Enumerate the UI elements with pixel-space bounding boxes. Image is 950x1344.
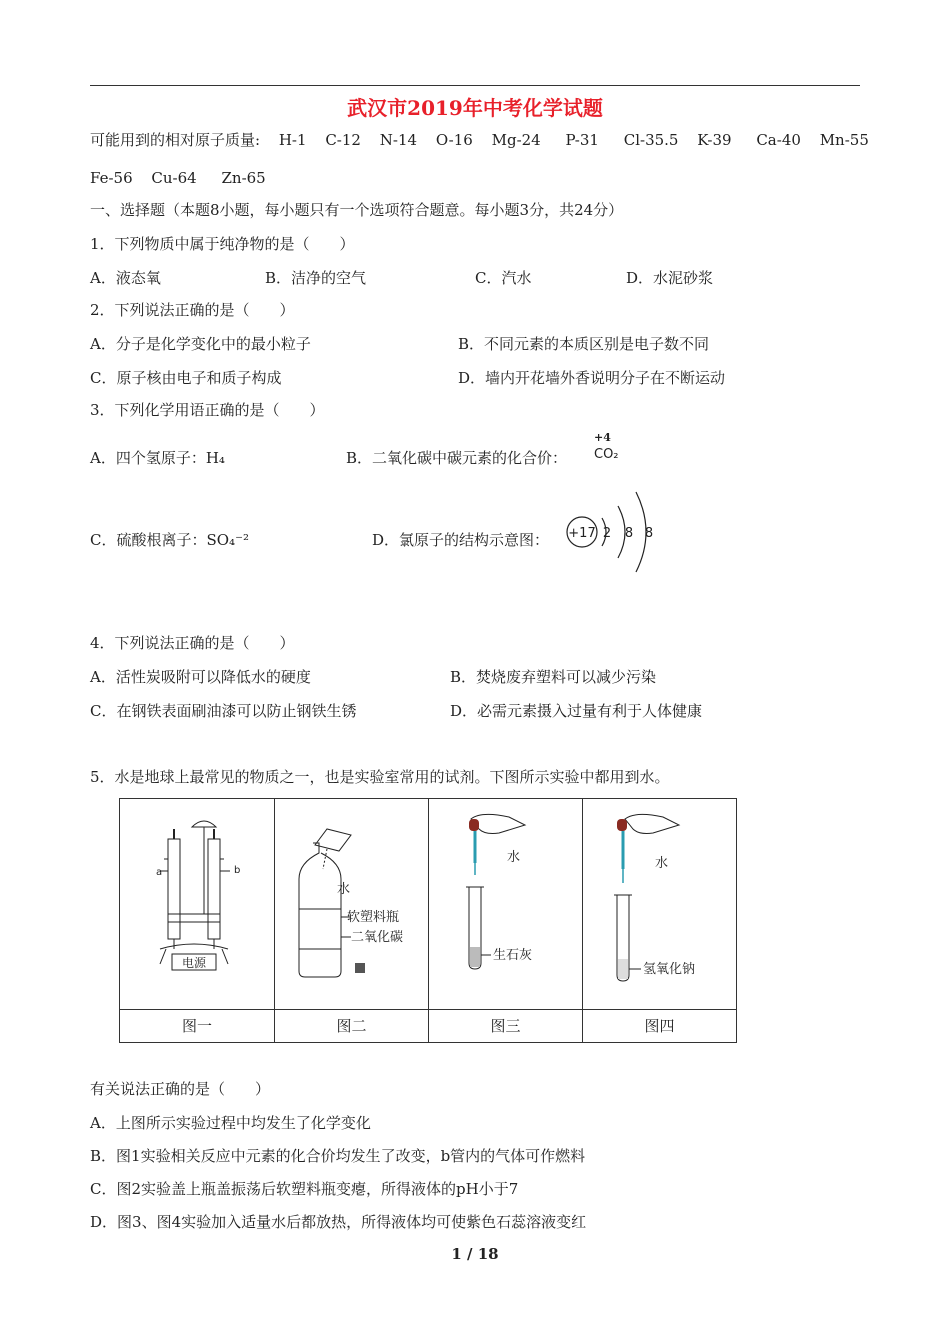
shell-2-electrons: 8 [624, 526, 634, 541]
q4-option-b: B．焚烧废弃塑料可以减少污染 [450, 668, 657, 686]
q1-option-a: A．液态氧 [90, 269, 161, 287]
q1-option-b: B．洁净的空气 [265, 269, 367, 287]
water-label: 水 [507, 850, 521, 865]
bottle-cap [355, 963, 365, 973]
caption-figure-4: 图四 [644, 1017, 675, 1035]
page-title: 武汉市2019年中考化学试题 [347, 96, 603, 120]
q5-option-b: B．图1实验相关反应中元素的化合价均发生了改变，b管内的气体可作燃料 [90, 1147, 586, 1165]
tube-a-label: a [156, 867, 163, 878]
co2-label: 二氧化碳 [351, 930, 404, 945]
question-4-stem: 4．下列说法正确的是（ ） [90, 634, 295, 652]
figure-4-cell [583, 799, 736, 1009]
question-5-sub-stem: 有关说法正确的是（ ） [90, 1080, 271, 1098]
q3-option-b: B．二氧化碳中碳元素的化合价： [346, 449, 568, 467]
q2-option-c: C．原子核由电子和质子构成 [90, 369, 282, 387]
experiment-figure-table [119, 798, 737, 1043]
section-heading: 一、选择题（本题8小题，每小题只有一个选项符合题意。每小题3分，共24分） [90, 201, 624, 219]
quicklime-label: 生石灰 [493, 948, 533, 963]
chlorine-atom-diagram [560, 488, 670, 576]
power-supply-label: 电源 [181, 956, 207, 970]
co2-valence: +4 [594, 431, 611, 444]
question-1-stem: 1．下列物质中属于纯净物的是（ ） [90, 235, 355, 253]
atomic-mass-line-2: Fe-56 Cu-64 Zn-65 [90, 169, 266, 187]
nucleus-charge: +17 [568, 526, 596, 541]
caption-figure-3: 图三 [429, 1010, 583, 1043]
quicklime-test-tube [429, 799, 582, 1007]
atomic-mass-label: 可能用到的相对原子质量: [90, 131, 261, 149]
q2-option-b: B．不同元素的本质区别是电子数不同 [458, 335, 710, 353]
q5-option-d: D．图3、图4实验加入适量水后都放热，所得液体均可使紫色石蕊溶液变红 [90, 1213, 587, 1231]
q1-option-c: C．汽水 [475, 269, 532, 287]
naoh-label: 氢氧化钠 [643, 962, 696, 977]
header-rule [90, 85, 860, 86]
figure-caption-row [120, 1009, 736, 1043]
question-2-stem: 2．下列说法正确的是（ ） [90, 301, 295, 319]
q3-option-a: A．四个氢原子：H₄ [90, 449, 225, 467]
q2-option-a: A．分子是化学变化中的最小粒子 [90, 335, 311, 353]
figure-2-cell [275, 799, 429, 1009]
q3-option-c: C．硫酸根离子：SO₄⁻² [90, 531, 249, 549]
shell-1-electrons: 2 [602, 526, 612, 541]
q4-option-c: C．在钢铁表面刷油漆可以防止钢铁生锈 [90, 702, 357, 720]
q5-option-c: C．图2实验盖上瓶盖振荡后软塑料瓶变瘪，所得液体的pH小于7 [90, 1180, 519, 1198]
atomic-mass-line-1: 可能用到的相对原子质量: H-1 C-12 N-14 O-16 Mg-24 P-31 Cl-35.5 K-39 Ca-40 Mn-55 [90, 131, 869, 149]
water-label: 水 [655, 856, 669, 871]
caption-figure-2: 图二 [275, 1010, 429, 1043]
q5-option-a: A．上图所示实验过程中均发生了化学变化 [90, 1114, 371, 1132]
caption-figure-1: 图一 [120, 1010, 275, 1043]
electrolysis-apparatus [120, 799, 274, 1007]
co2-formula: CO₂ [594, 447, 619, 462]
q3-option-d: D．氯原子的结构示意图： [372, 531, 550, 549]
q2-option-d: D．墙内开花墙外香说明分子在不断运动 [458, 369, 726, 387]
q1-option-d: D．水泥砂浆 [626, 269, 714, 287]
q4-option-d: D．必需元素摄入过量有利于人体健康 [450, 702, 703, 720]
figure-3-cell [429, 799, 583, 1009]
figure-1-cell [120, 799, 275, 1009]
water-label: 水 [337, 882, 351, 897]
question-3-stem: 3．下列化学用语正确的是（ ） [90, 401, 325, 419]
tube-b-label: b [234, 865, 241, 876]
question-5-stem: 5．水是地球上最常见的物质之一，也是实验室常用的试剂。下图所示实验中都用到水。 [90, 768, 670, 786]
naoh-test-tube [583, 799, 736, 1007]
page-number: 1 / 18 [451, 1245, 499, 1263]
soft-bottle-label: 软塑料瓶 [347, 910, 400, 925]
shell-3-electrons: 8 [644, 526, 654, 541]
co2-bottle-setup [275, 799, 428, 1007]
q4-option-a: A．活性炭吸附可以降低水的硬度 [90, 668, 311, 686]
